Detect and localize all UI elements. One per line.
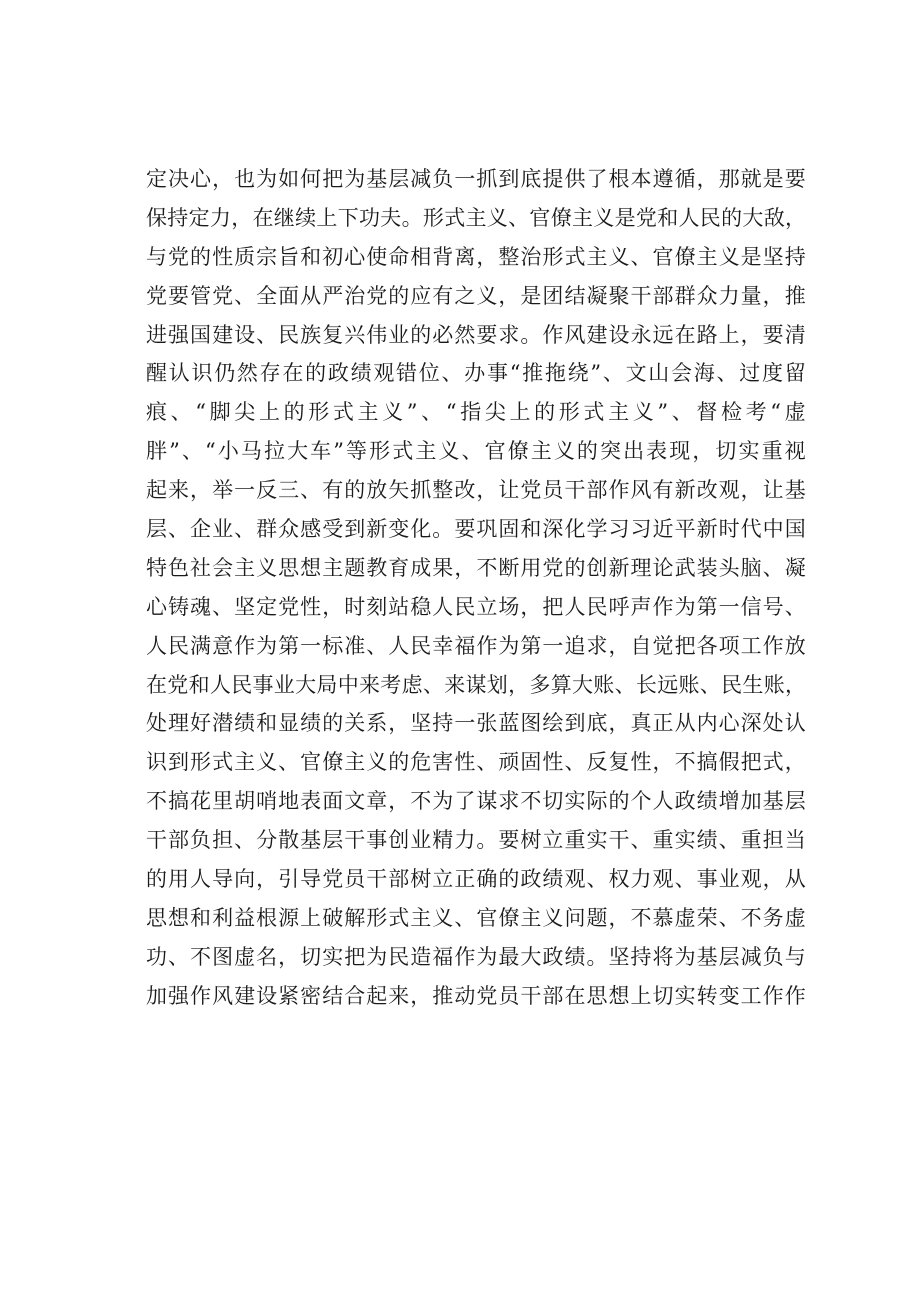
text-line-19: 的用人导向，引导党员干部树立正确的政绩观、权力观、事业观，从 xyxy=(146,867,806,892)
text-line-14: 在党和人民事业大局中来考虑、来谋划，多算大账、长远账、民生账， xyxy=(146,672,807,697)
text-line-17: 不搞花里胡哨地表面文章，不为了谋求不切实际的个人政绩增加基层 xyxy=(146,789,806,814)
text-line-9: 起来，举一反三、有的放矢抓整改，让党员干部作风有新改观，让基 xyxy=(146,478,806,503)
text-line-8: 胖”、“小马拉大车”等形式主义、官僚主义的突出表现，切实重视 xyxy=(146,439,806,464)
text-line-20: 思想和利益根源上破解形式主义、官僚主义问题，不慕虚荣、不务虚 xyxy=(146,905,806,930)
text-line-22: 加强作风建设紧密结合起来，推动党员干部在思想上切实转变工作作 xyxy=(146,983,806,1008)
text-line-11: 特色社会主义思想主题教育成果，不断用党的创新理论武装头脑、凝 xyxy=(146,555,806,580)
text-line-15: 处理好潜绩和显绩的关系，坚持一张蓝图绘到底，真正从内心深处认 xyxy=(146,711,806,736)
document-body xyxy=(146,160,806,1016)
text-line-12: 心铸魂、坚定党性，时刻站稳人民立场，把人民呼声作为第一信号、 xyxy=(146,594,806,619)
text-line-4: 党要管党、全面从严治党的应有之义，是团结凝聚干部群众力量，推 xyxy=(146,283,806,308)
text-line-21: 功、不图虚名，切实把为民造福作为最大政绩。坚持将为基层减负与 xyxy=(146,944,806,969)
text-line-16: 识到形式主义、官僚主义的危害性、顽固性、反复性，不搞假把式， xyxy=(146,750,806,775)
text-line-7: 痕、“脚尖上的形式主义”、“指尖上的形式主义”、督检考“虚 xyxy=(146,400,806,425)
text-line-1: 定决心，也为如何把为基层减负一抓到底提供了根本遵循，那就是要 xyxy=(146,167,806,191)
text-line-18: 干部负担、分散基层干事创业精力。要树立重实干、重实绩、重担当 xyxy=(146,828,806,853)
text-line-13: 人民满意作为第一标准、人民幸福作为第一追求，自觉把各项工作放 xyxy=(146,633,806,658)
text-line-5: 进强国建设、民族复兴伟业的必然要求。作风建设永远在路上，要清 xyxy=(146,322,806,347)
text-line-3: 与党的性质宗旨和初心使命相背离，整治形式主义、官僚主义是坚持 xyxy=(146,244,806,269)
text-line-10: 层、企业、群众感受到新变化。要巩固和深化学习习近平新时代中国 xyxy=(146,517,806,542)
text-line-6: 醒认识仍然存在的政绩观错位、办事“推拖绕”、文山会海、过度留 xyxy=(146,361,806,386)
text-line-2: 保持定力，在继续上下功夫。形式主义、官僚主义是党和人民的大敌， xyxy=(146,205,807,230)
